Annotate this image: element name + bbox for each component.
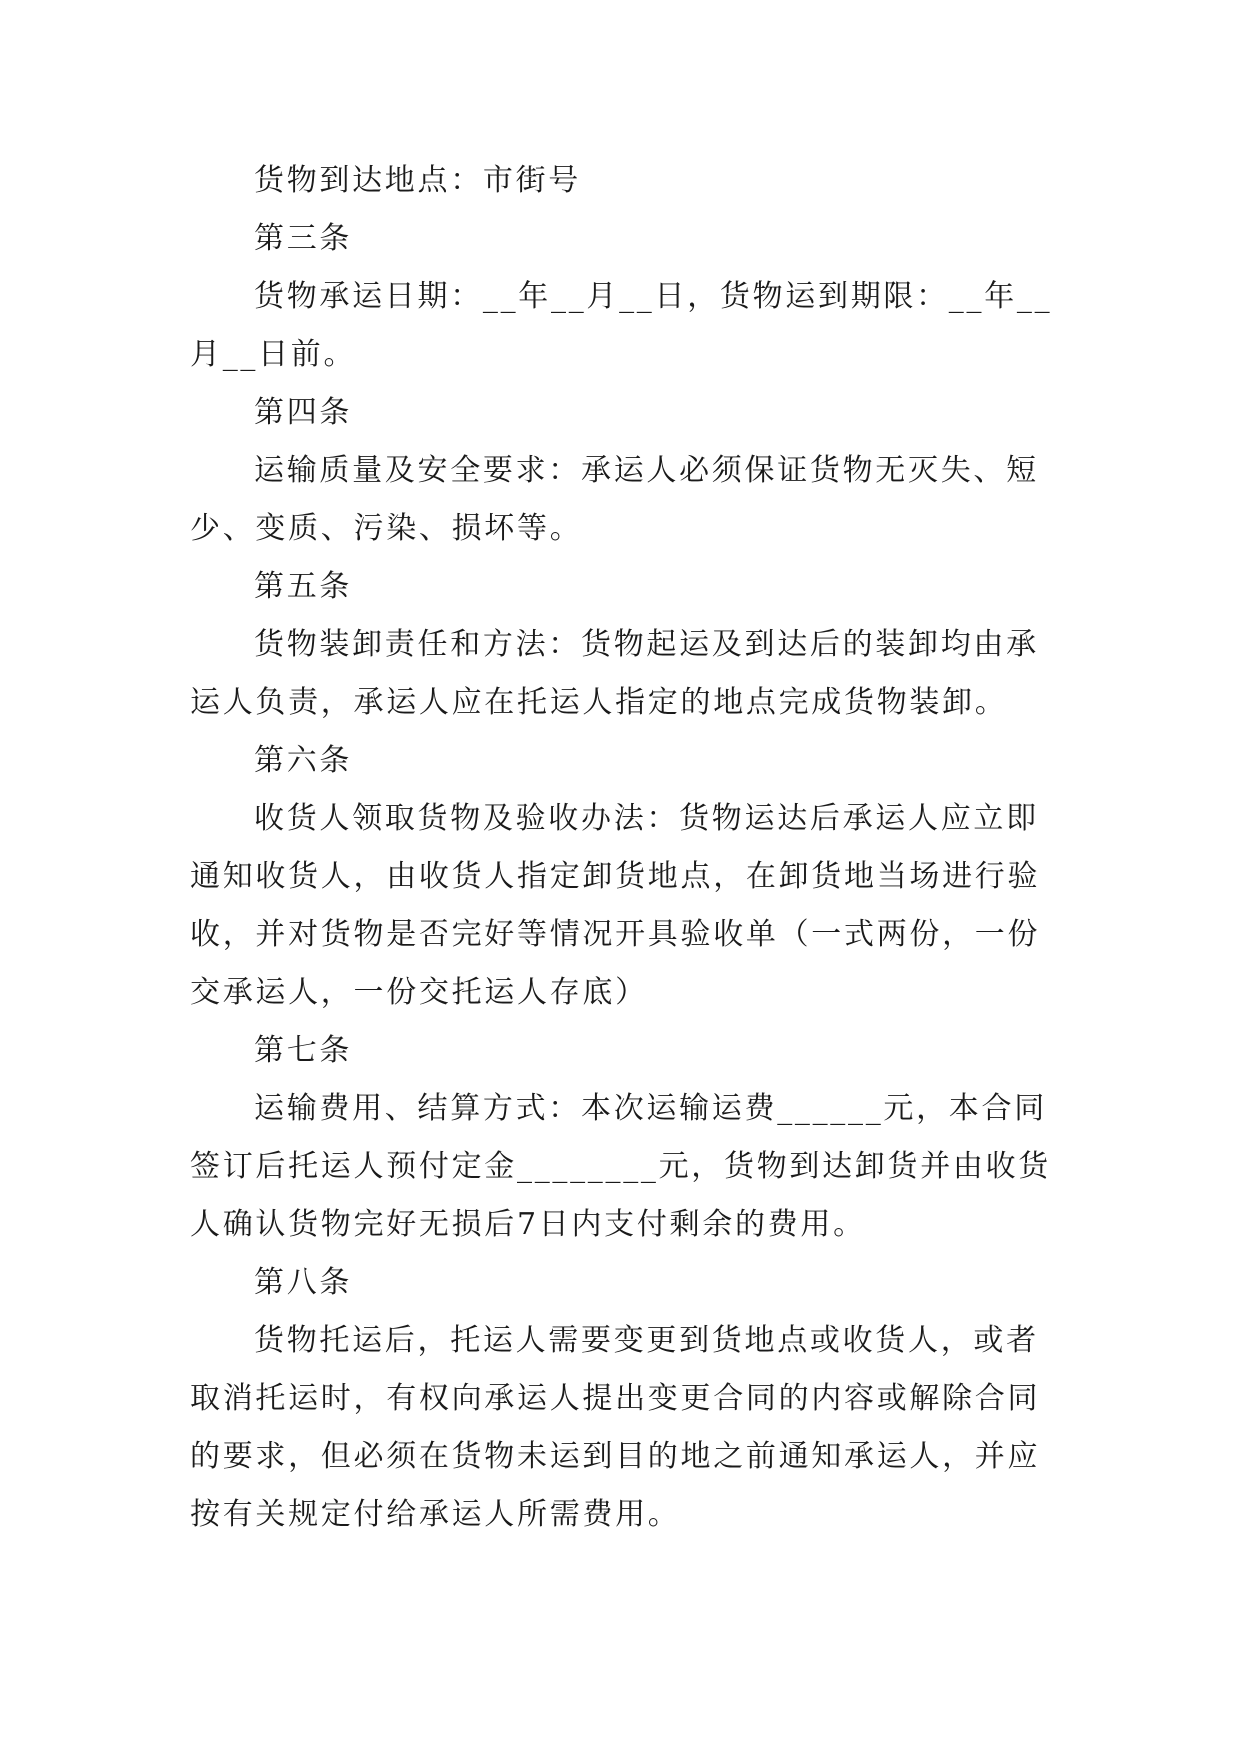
article-3-heading: 第三条: [254, 221, 353, 256]
article-8-heading: 第八条: [254, 1265, 353, 1300]
paragraph-quality-safety: 运输质量及安全要求：承运人必须保证货物无灭失、短少、变质、污染、损坏等。: [190, 453, 1039, 546]
paragraph-changes-cancellation: 货物托运后，托运人需要变更到货地点或收货人，或者取消托运时，有权向承运人提出变更合同的内容或解除合同的要求，但必须在货物未运到目的地之前通知承运人，并应按有关规定付给承运人所需费用。: [190, 1323, 1041, 1532]
paragraph-shipping-dates: 货物承运日期：__年__月__日，货物运到期限：__年__月__日前。: [190, 279, 1053, 372]
paragraph-loading-unloading: 货物装卸责任和方法：货物起运及到达后的装卸均由承运人负责，承运人应在托运人指定的地点完成货物装卸。: [190, 627, 1039, 720]
paragraph-fees-settlement: 运输费用、结算方式：本次运输运费______元，本合同签订后托运人预付定金________元，货物到达卸货并由收货人确认货物完好无损后7日内支付剩余的费用。: [190, 1091, 1051, 1242]
article-7-heading: 第七条: [254, 1033, 353, 1068]
paragraph-arrival-location: 货物到达地点：市街号: [254, 163, 581, 198]
article-5-heading: 第五条: [254, 569, 353, 604]
paragraph-receipt-inspection: 收货人领取货物及验收办法：货物运达后承运人应立即通知收货人，由收货人指定卸货地点，在卸货地当场进行验收，并对货物是否完好等情况开具验收单（一式两份，一份交承运人，一份交托运人存底）: [190, 801, 1041, 1010]
article-4-heading: 第四条: [254, 395, 353, 430]
article-6-heading: 第六条: [254, 743, 353, 778]
document-page: [190, 152, 1060, 1544]
